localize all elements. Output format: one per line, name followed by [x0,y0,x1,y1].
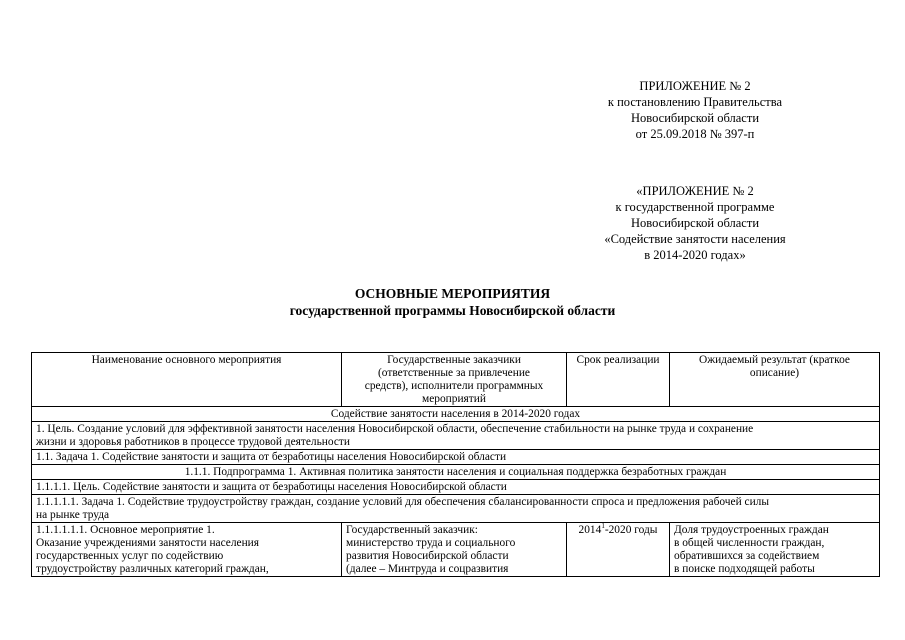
event-term [579,524,658,536]
table-row [32,523,880,577]
header-name-text: Наименование основного мероприятия [91,354,282,366]
header-term-text: Срок реализации [576,354,660,366]
goal-line: жизни и здоровья работников в процессе трудовой деятельности [36,436,350,448]
header-customers [342,353,567,407]
title-line: ОСНОВНЫЕ МЕРОПРИЯТИЯ [354,286,551,301]
approval-line: ПРИЛОЖЕНИЕ № 2 [639,79,751,93]
header-result-line: описание) [749,367,800,379]
table-row [32,480,880,495]
document-title [150,285,755,319]
approval-stamp [555,78,835,142]
approval-line: от 25.09.2018 № 397-п [635,127,755,141]
subtask-row [32,495,880,523]
event-name-line: Оказание учреждениями занятости населения [36,537,260,549]
subtask-line: 1.1.1.1.1. Задача 1. Содействие трудоустройству граждан, создание условий для обеспечения сбалансированности спроса и предложения рабочей силы [36,496,770,508]
goal-line: 1. Цель. Создание условий для эффективной занятости населения Новосибирской области, обеспечение стабильности на рынке труда и сохранение [36,423,754,435]
approval-line: Новосибирской области [630,111,760,125]
subtask-line: на рынке труда [36,509,110,521]
subprogram-row: 1.1.1. Подпрограмма 1. Активная политика занятости населения и социальная поддержка безработных граждан [32,465,880,480]
annex-line: Новосибирской области [630,216,760,230]
event-name-cell [32,523,342,577]
annex-line: в 2014-2020 годах» [644,248,746,262]
event-name-line: трудоустройству различных категорий граждан, [36,563,269,575]
program-row: Содействие занятости населения в 2014-2020 годах [32,407,880,422]
header-result [670,353,880,407]
event-customers-line: развития Новосибирской области [346,550,509,562]
table-row [32,450,880,465]
annex-line: к государственной программе [615,200,775,214]
task-row: 1.1. Задача 1. Содействие занятости и защита от безработицы населения Новосибирской области [32,450,880,465]
annex-stamp [555,183,835,263]
event-result-line: Доля трудоустроенных граждан [674,524,829,536]
event-customers-line: министерство труда и социального [346,537,516,549]
header-name [32,353,342,407]
event-customers-line: Государственный заказчик: [346,524,478,536]
header-customers-line: (ответственные за привлечение [378,367,530,379]
approval-line: к постановлению Правительства [607,95,783,109]
event-customers-cell [342,523,567,577]
goal-row [32,422,880,450]
table-row [32,495,880,523]
event-result-line: в общей численности граждан, [674,537,825,549]
event-result-line: в поиске подходящей работы [674,563,815,575]
table-row [32,407,880,422]
header-result-line: Ожидаемый результат (краткое [698,354,850,366]
header-term [567,353,670,407]
header-customers-line: средств), исполнители программных [364,380,544,392]
subgoal-row: 1.1.1.1. Цель. Содействие занятости и защита от безработицы населения Новосибирской области [32,480,880,495]
event-customers-line: (далее – Минтруда и соцразвития [346,563,509,575]
event-result-line: обратившихся за содействием [674,550,820,562]
event-result-cell [670,523,880,577]
event-term-start: 2014 [578,524,602,536]
event-term-cell [567,523,670,577]
measures-table [31,352,880,577]
table-row [32,465,880,480]
header-customers-line: Государственные заказчики [387,354,521,366]
annex-line: «Содействие занятости населения [604,232,786,246]
header-customers-line: мероприятий [422,393,486,405]
event-term-footnote: 1 [601,522,605,531]
table-row [32,422,880,450]
event-name-line: государственных услуг по содействию [36,550,224,562]
table-header-row [32,353,880,407]
title-line: государственной программы Новосибирской области [289,303,616,318]
event-term-end: -2020 годы [604,524,658,536]
event-name-line: 1.1.1.1.1.1. Основное мероприятие 1. [36,524,215,536]
annex-line: «ПРИЛОЖЕНИЕ № 2 [636,184,754,198]
